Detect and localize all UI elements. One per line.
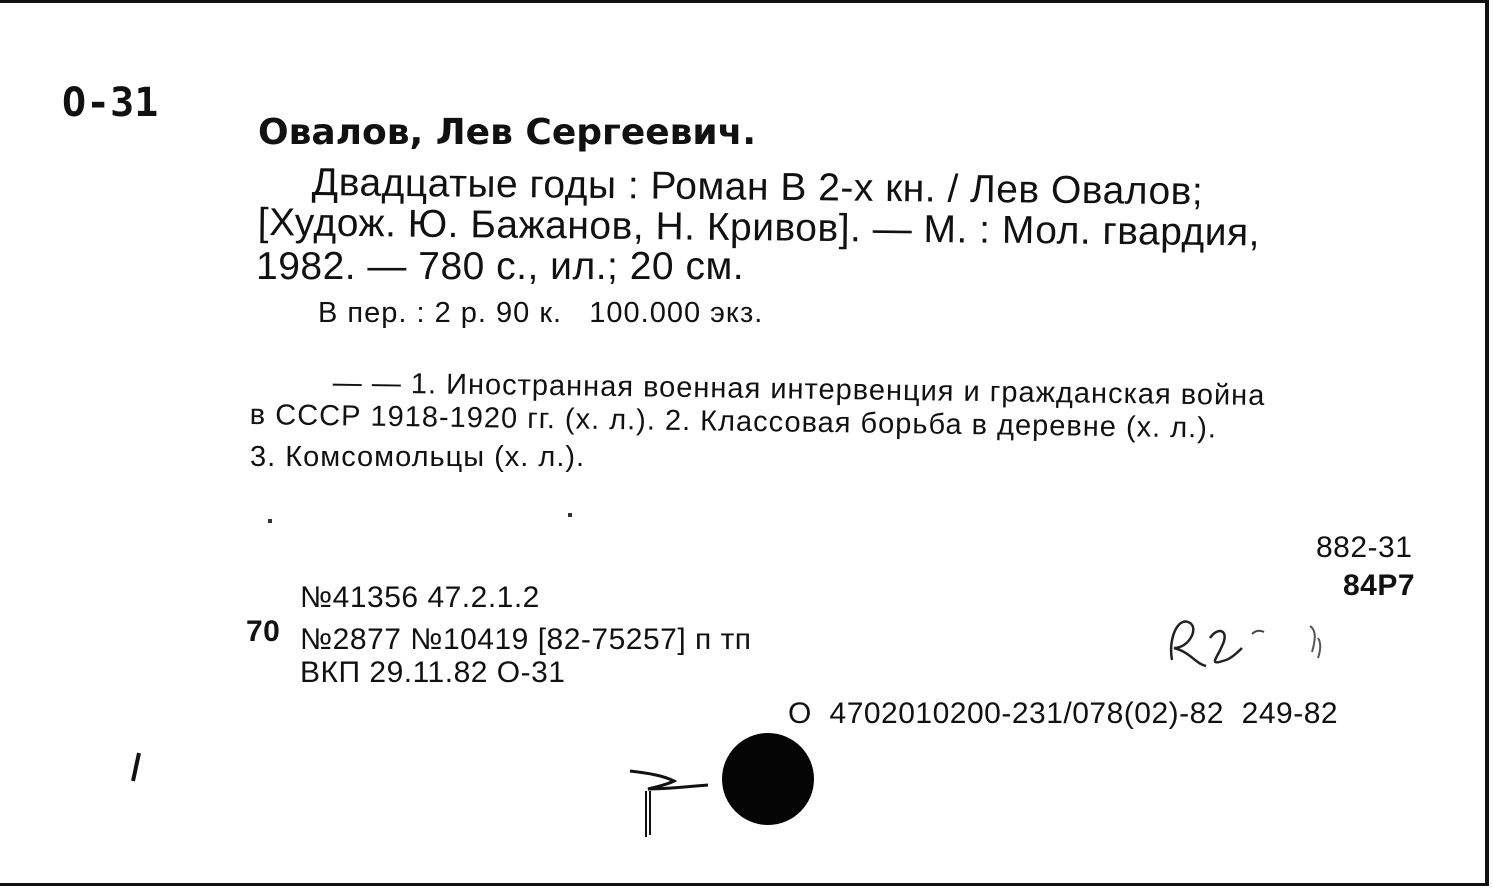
subjects-line-3: 3. Комсомольцы (х. л.). [250, 441, 586, 473]
subjects-line-2: в СССР 1918-1920 гг. (х. л.). 2. Классовая борьба в деревне (х. л.). [249, 399, 1218, 445]
speck [268, 519, 272, 523]
udc-index: 882-31 [1316, 531, 1413, 564]
description-line-1: Двадцатые годы : Роман В 2-х кн. / Лев Овалов; [311, 161, 1204, 214]
pen-tick-mark [125, 751, 145, 791]
record-prefix: 70 [246, 615, 281, 648]
isbn-line: О 4702010200-231/078(02)-82 249-82 [788, 697, 1339, 730]
record-line-3: ВКП 29.11.82 О-31 [300, 656, 566, 689]
description-line-2: [Худож. Ю. Бажанов, Н. Кривов]. — М. : Мол. гвардия, [257, 201, 1261, 255]
handwritten-stroke [626, 765, 716, 845]
record-line-2: №2877 №10419 [82-75257] п тп [300, 623, 752, 656]
subjects-line-1: — — 1. Иностранная военная интервенция и гражданская война [332, 367, 1266, 413]
price-line: В пер. : 2 р. 90 к. 100.000 экз. [318, 297, 764, 329]
description-line-3: 1982. — 780 с., ил.; 20 см. [256, 245, 745, 288]
handwritten-signature [1160, 608, 1350, 678]
ink-blot [722, 733, 814, 825]
speck [568, 513, 572, 517]
record-line-1: №41356 47.2.1.2 [300, 581, 540, 614]
bbk-index: 84Р7 [1343, 569, 1416, 602]
author-heading: Овалов, Лев Сергеевич. [258, 112, 757, 153]
call-number: О-31 [62, 80, 159, 126]
